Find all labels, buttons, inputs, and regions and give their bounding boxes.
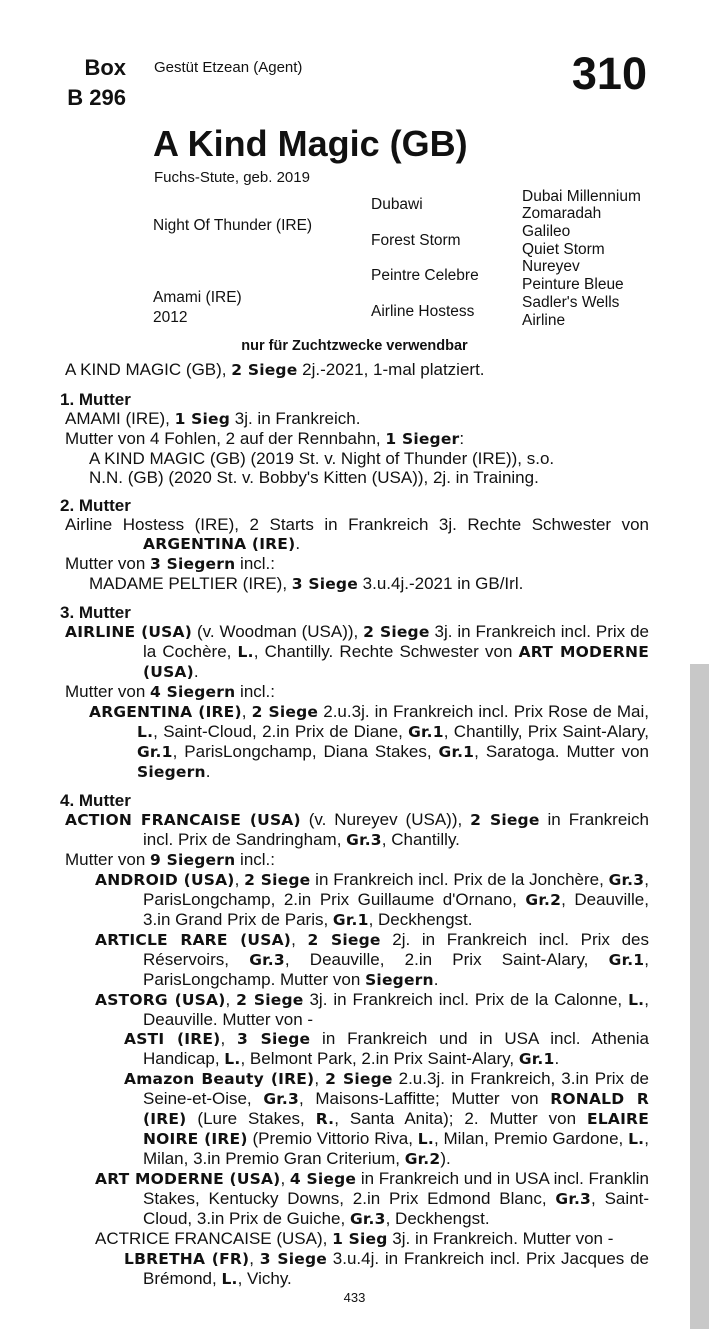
produce-line: A KIND MAGIC (GB) (2019 St. v. Night of Thunder (IRE)), s.o. xyxy=(89,449,555,468)
intro-line: A KIND MAGIC (GB), 2 Siege 2j.-2021, 1-mal platziert. xyxy=(65,360,485,379)
horse-sex-birth: Fuchs-Stute, geb. 2019 xyxy=(154,169,310,186)
second-dam-produce: Mutter von 3 Siegern incl.: xyxy=(65,554,275,573)
third-dam-produce: Mutter von 4 Siegern incl.: xyxy=(65,682,275,701)
pedigree-dam-year: 2012 xyxy=(153,309,188,326)
pedigree-great-grandparent: Dubai Millennium xyxy=(522,188,641,205)
first-dam-produce: Mutter von 4 Fohlen, 2 auf der Rennbahn, 1 Sieger: xyxy=(65,429,465,448)
first-dam-heading: 1. Mutter xyxy=(60,390,131,409)
scrollbar[interactable] xyxy=(690,664,709,1329)
box-number: B 296 xyxy=(67,85,126,110)
pedigree-great-grandparent: Peinture Bleue xyxy=(522,276,624,293)
produce-line: ART MODERNE (USA), 4 Siege in Frankreich und in USA incl. Franklin Stakes, Kentucky Downs, 2.in Prix Edmond Blanc, Gr.3, Saint-Cloud, 3.in Prix de Guiche, Gr.3, Deckhengst. xyxy=(95,1169,650,1228)
produce-line: ARGENTINA (IRE), 2 Siege 2.u.3j. in Frankreich incl. Prix Rose de Mai, L., Saint-Cloud, 2.in Prix de Diane, Gr.1, Chantilly, Prix Saint-Alary, Gr.1, ParisLongchamp, Diana Stakes, Gr.1, Saratoga. Mutter von Siegern. xyxy=(89,702,649,781)
box-label xyxy=(60,53,126,113)
produce-line: N.N. (GB) (2020 St. v. Bobby's Kitten (USA)), 2j. in Training. xyxy=(89,468,539,487)
breeding-only-note: nur für Zuchtzwecke verwendbar xyxy=(241,338,468,354)
fourth-dam-record: ACTION FRANCAISE (USA) (v. Nureyev (USA)), 2 Siege in Frankreich incl. Prix de Sandringham, Gr.3, Chantilly. xyxy=(65,810,649,849)
pedigree-great-grandparent: Galileo xyxy=(522,223,571,240)
produce-line: ASTORG (USA), 2 Siege 3j. in Frankreich incl. Prix de la Calonne, L., Deauville. Mutter von - xyxy=(95,990,649,1029)
pedigree-sire: Night Of Thunder (IRE) xyxy=(153,217,313,234)
horse-name: A Kind Magic (GB) xyxy=(153,123,468,164)
third-dam-record: AIRLINE (USA) (v. Woodman (USA)), 2 Siege 3j. in Frankreich incl. Prix de la Cochère, L., Chantilly. Rechte Schwester von ART MODERNE (USA). xyxy=(65,622,650,681)
fourth-dam-produce: Mutter von 9 Siegern incl.: xyxy=(65,850,275,869)
pedigree-grandparent: Peintre Celebre xyxy=(371,267,479,284)
pedigree-grandparent: Airline Hostess xyxy=(371,303,475,320)
pedigree-notes xyxy=(60,360,649,1289)
pedigree-grandparent: Forest Storm xyxy=(371,232,461,249)
pedigree-great-grandparent: Zomaradah xyxy=(522,205,602,222)
pedigree-great-grandparent: Sadler's Wells xyxy=(522,294,620,311)
consignor-agent: Gestüt Etzean (Agent) xyxy=(154,59,303,76)
page-number: 433 xyxy=(343,1290,366,1305)
second-dam-record: Airline Hostess (IRE), 2 Starts in Frankreich 3j. Rechte Schwester von ARGENTINA (IRE). xyxy=(65,515,649,553)
produce-line: ACTRICE FRANCAISE (USA), 1 Sieg 3j. in Frankreich. Mutter von - xyxy=(95,1229,614,1248)
third-dam-heading: 3. Mutter xyxy=(60,603,131,622)
lot-number: 310 xyxy=(571,48,647,99)
produce-line: Amazon Beauty (IRE), 2 Siege 2.u.3j. in Frankreich, 3.in Prix de Seine-et-Oise, Gr.3, Maisons-Laffitte; Mutter von RONALD R (IRE) (Lure Stakes, R., Santa Anita); 2. Mutter von ELAIRE NOIRE (IRE) (Premio Vittorio Riva, L., Milan, Premio Gardone, L., Milan, 3.in Premio Gran Criterium, Gr.2). xyxy=(124,1069,649,1168)
pedigree-grandparent: Dubawi xyxy=(371,196,423,213)
box-word: Box xyxy=(84,55,126,80)
pedigree-great-grandparent: Airline xyxy=(522,312,566,329)
fourth-dam-heading: 4. Mutter xyxy=(60,791,131,810)
pedigree-dam: Amami (IRE) xyxy=(153,289,242,306)
produce-line: ARTICLE RARE (USA), 2 Siege 2j. in Frankreich incl. Prix des Réservoirs, Gr.3, Deauville, 2.in Prix Saint-Alary, Gr.1, ParisLongchamp. Mutter von Siegern. xyxy=(95,930,650,989)
pedigree-great-grandparent: Nureyev xyxy=(522,258,580,275)
first-dam-record: AMAMI (IRE), 1 Sieg 3j. in Frankreich. xyxy=(65,409,361,428)
produce-line: ASTI (IRE), 3 Siege in Frankreich und in USA incl. Athenia Handicap, L., Belmont Park, 2.in Prix Saint-Alary, Gr.1. xyxy=(124,1029,649,1068)
produce-line: LBRETHA (FR), 3 Siege 3.u.4j. in Frankreich incl. Prix Jacques de Brémond, L., Vichy. xyxy=(124,1249,649,1288)
produce-line: MADAME PELTIER (IRE), 3 Siege 3.u.4j.-2021 in GB/Irl. xyxy=(89,574,524,593)
produce-line: ANDROID (USA), 2 Siege in Frankreich incl. Prix de la Jonchère, Gr.3, ParisLongchamp, 2.in Prix Guillaume d'Ornano, Gr.2, Deauville, 3.in Grand Prix de Paris, Gr.1, Deckhengst. xyxy=(95,870,649,929)
pedigree-great-grandparent: Quiet Storm xyxy=(522,241,605,258)
second-dam-heading: 2. Mutter xyxy=(60,496,131,515)
